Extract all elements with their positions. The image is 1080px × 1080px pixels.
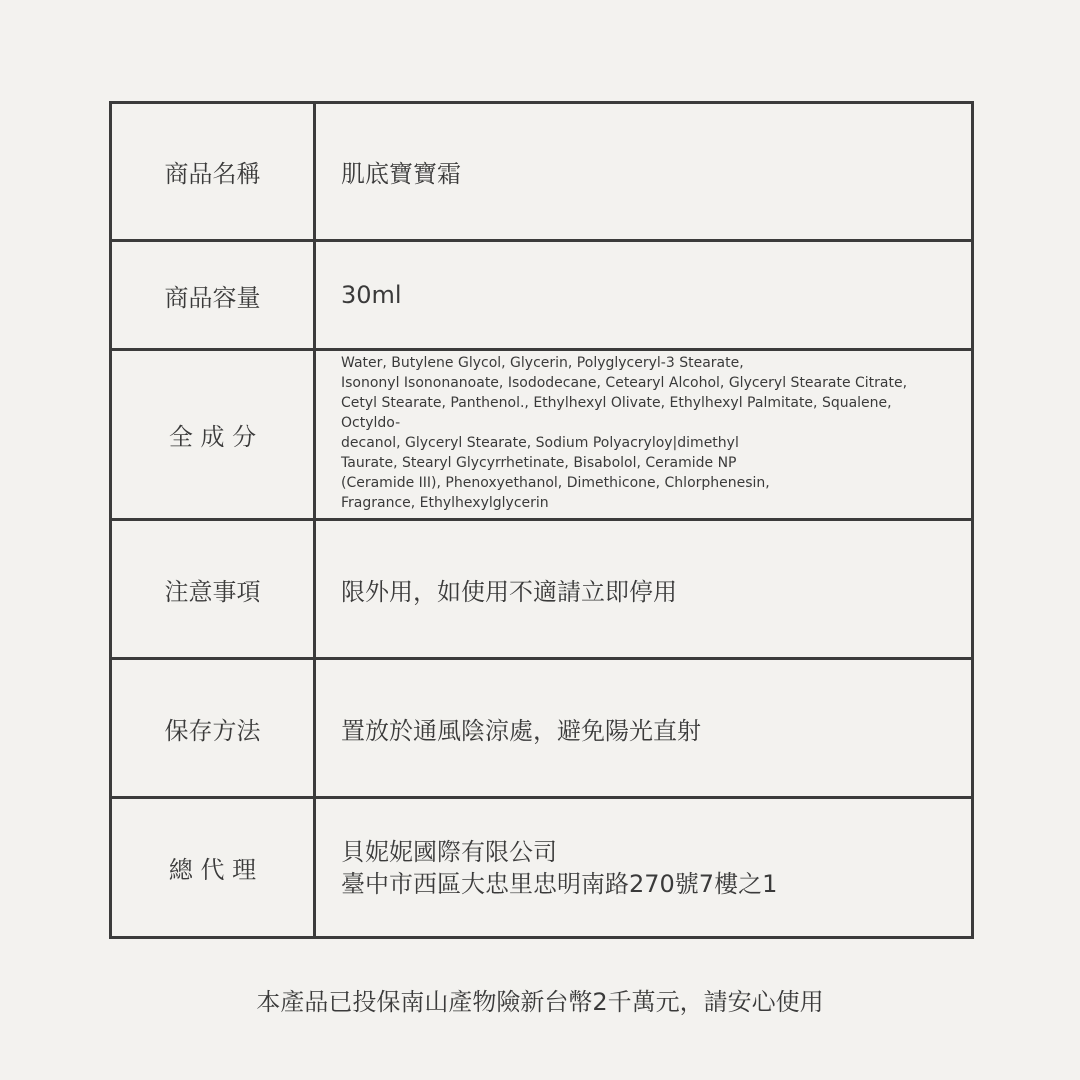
ingredients-line: Cetyl Stearate, Panthenol., Ethylhexyl Olivate, Ethylhexyl Palmitate, Squalene, (341, 395, 892, 411)
value-precautions: 限外用，如使用不適請立即停用 (341, 577, 677, 606)
row-ingredients (112, 351, 971, 521)
value-storage: 置放於通風陰涼處，避免陽光直射 (341, 716, 701, 745)
row-distributor (112, 799, 971, 936)
label-product-volume: 商品容量 (112, 242, 316, 348)
product-spec-table (109, 101, 974, 939)
ingredients-line: Octyldo- (341, 415, 401, 431)
ingredients-line: Isononyl Isononanoate, Isododecane, Cetearyl Alcohol, Glyceryl Stearate Citrate, (341, 375, 908, 391)
value-product-name: 肌底寶寶霜 (341, 160, 461, 188)
ingredients-line: (Ceramide III), Phenoxyethanol, Dimethicone, Chlorphenesin, (341, 475, 770, 491)
distributor-company: 貝妮妮國際有限公司 (341, 837, 557, 866)
row-precautions (112, 521, 971, 660)
ingredients-line: decanol, Glyceryl Stearate, Sodium Polyacryloy|dimethyl (341, 435, 739, 451)
value-ingredients (316, 351, 971, 518)
row-product-volume (112, 242, 971, 351)
label-storage: 保存方法 (112, 660, 316, 796)
insurance-note: 本產品已投保南山產物險新台幣2千萬元，請安心使用 (256, 988, 824, 1016)
row-product-name (112, 104, 971, 242)
label-product-name: 商品名稱 (112, 104, 316, 239)
ingredients-line: Taurate, Stearyl Glycyrrhetinate, Bisabolol, Ceramide NP (341, 455, 737, 471)
distributor-address: 臺中市西區大忠里忠明南路270號7樓之1 (341, 869, 778, 898)
label-ingredients: 全 成 分 (112, 351, 316, 518)
ingredients-line: Fragrance, Ethylhexylglycerin (341, 495, 549, 511)
label-distributor: 總 代 理 (112, 799, 316, 936)
value-distributor (316, 799, 971, 936)
label-precautions: 注意事項 (112, 521, 316, 657)
ingredients-line: Water, Butylene Glycol, Glycerin, Polyglyceryl-3 Stearate, (341, 355, 744, 371)
row-storage (112, 660, 971, 799)
value-product-volume: 30ml (341, 281, 402, 309)
